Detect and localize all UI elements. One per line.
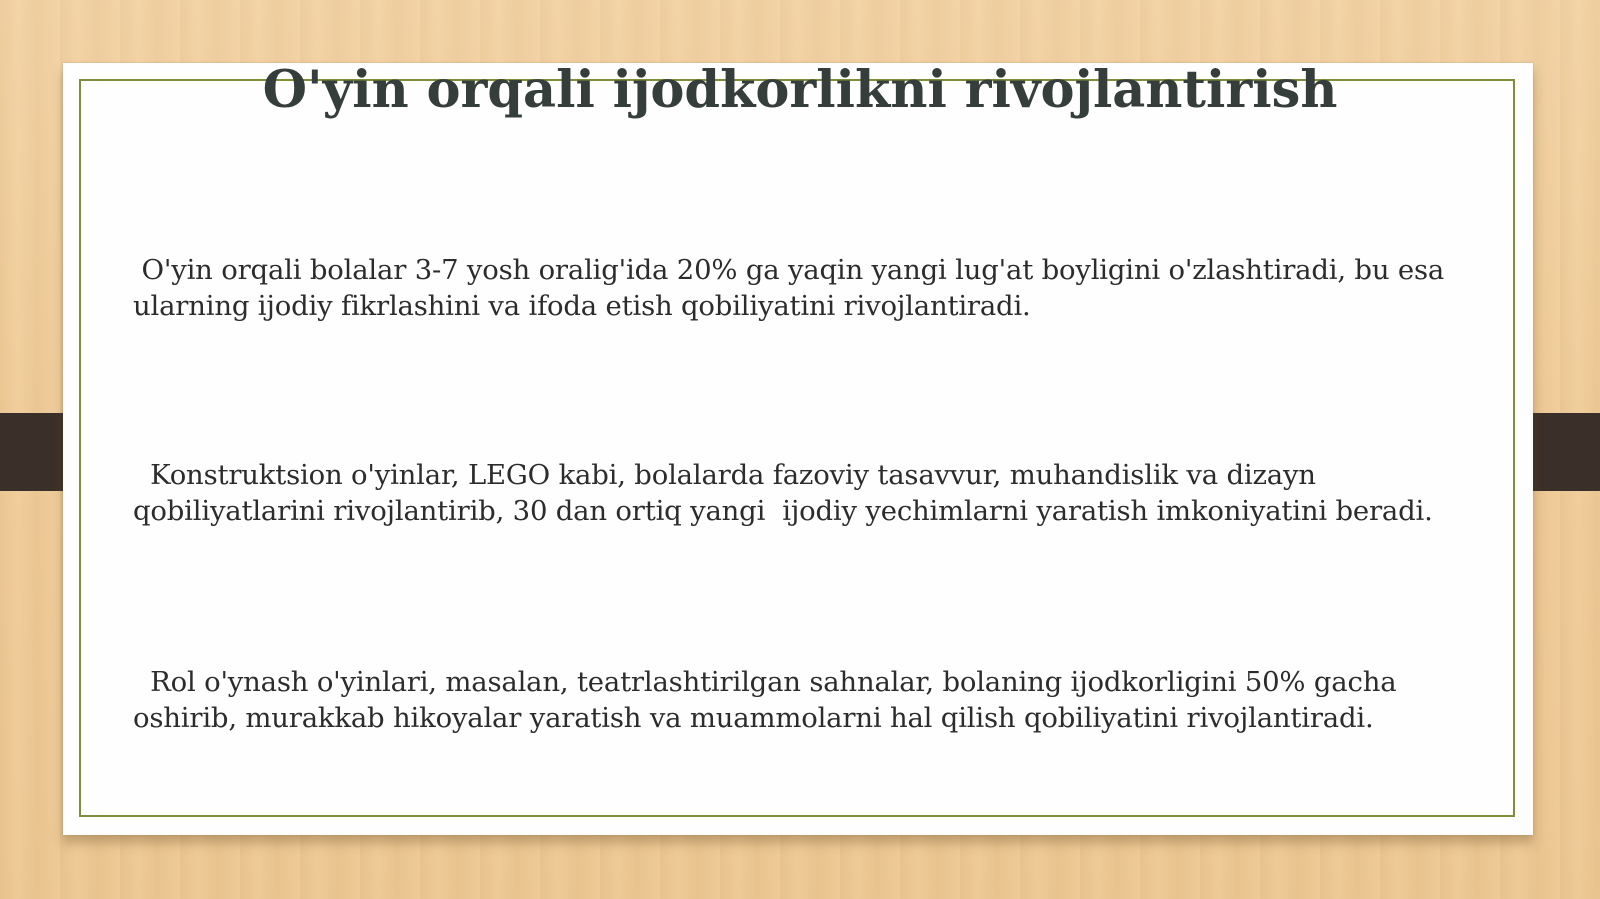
paragraph-construction-games: Konstruktsion o'yinlar, LEGO kabi, bolalarda fazoviy tasavvur, muhandislik va dizayn qobiliyatlarini rivojlantirib, 30 dan ortiq yangi ijodiy yechimlarni yaratish imkoniyatini beradi. — [133, 459, 1433, 527]
paragraph-role-play-games: Rol o'ynash o'yinlari, masalan, teatrlashtirilgan sahnalar, bolaning ijodkorligini 50% gacha oshirib, murakkab hikoyalar yaratish va muammolarni hal qilish qobiliyatini rivojlantiradi. — [133, 666, 1405, 734]
slide-title: O'yin orqali ijodkorlikni rivojlantirish — [262, 60, 1338, 120]
paragraph-vocabulary: O'yin orqali bolalar 3-7 yosh oralig'ida 20% ga yaqin yangi lug'at boyligini o'zlashtiradi, bu esa ularning ijodiy fikrlashini va ifoda etish qobiliyatini rivojlantiradi. — [133, 254, 1453, 322]
